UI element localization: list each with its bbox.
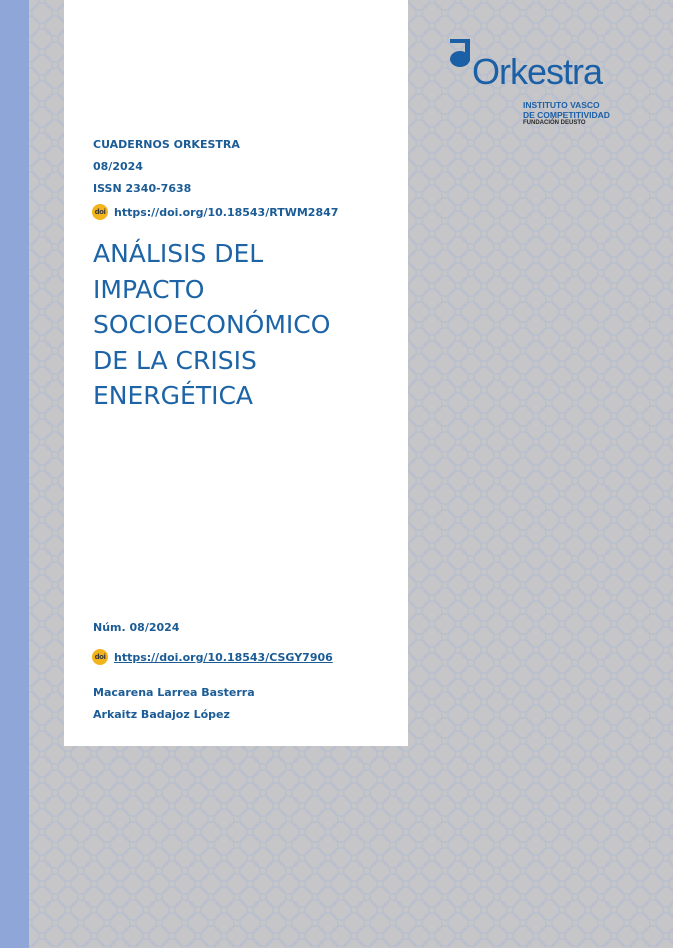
issue-doi-link[interactable]: https://doi.org/10.18543/CSGY7906 [114, 650, 333, 664]
author-1: Macarena Larrea Basterra [93, 686, 255, 699]
title-line: ANÁLISIS DEL [93, 239, 264, 268]
series-name: CUADERNOS ORKESTRA [93, 138, 240, 151]
logo-subtitle-2: DE COMPETITIVIDAD [523, 110, 610, 120]
orkestra-logo [446, 36, 636, 131]
issn: ISSN 2340-7638 [93, 182, 192, 195]
issue-doi-row[interactable] [92, 649, 333, 665]
left-color-stripe [0, 0, 29, 948]
logo-wordmark: Orkestra [472, 51, 603, 92]
title-line: IMPACTO [93, 274, 205, 304]
title-line: DE LA CRISIS [93, 345, 257, 375]
series-doi-row[interactable] [92, 204, 338, 220]
series-number: 08/2024 [93, 160, 143, 173]
document-title [93, 236, 393, 414]
series-doi-link[interactable]: https://doi.org/10.18543/RTWM2847 [114, 205, 339, 219]
logo-subtitle-1: INSTITUTO VASCO [523, 100, 600, 110]
author-2: Arkaitz Badajoz López [93, 708, 230, 721]
title-line: ENERGÉTICA [93, 381, 254, 410]
doi-icon: doi [92, 649, 108, 665]
doi-icon: doi [92, 204, 108, 220]
issue-label: Núm. 08/2024 [93, 621, 180, 634]
logo-mark-icon [448, 38, 474, 70]
logo-subtitle-3: FUNDACIÓN DEUSTO [523, 120, 586, 126]
title-line: SOCIOECONÓMICO [93, 310, 331, 339]
